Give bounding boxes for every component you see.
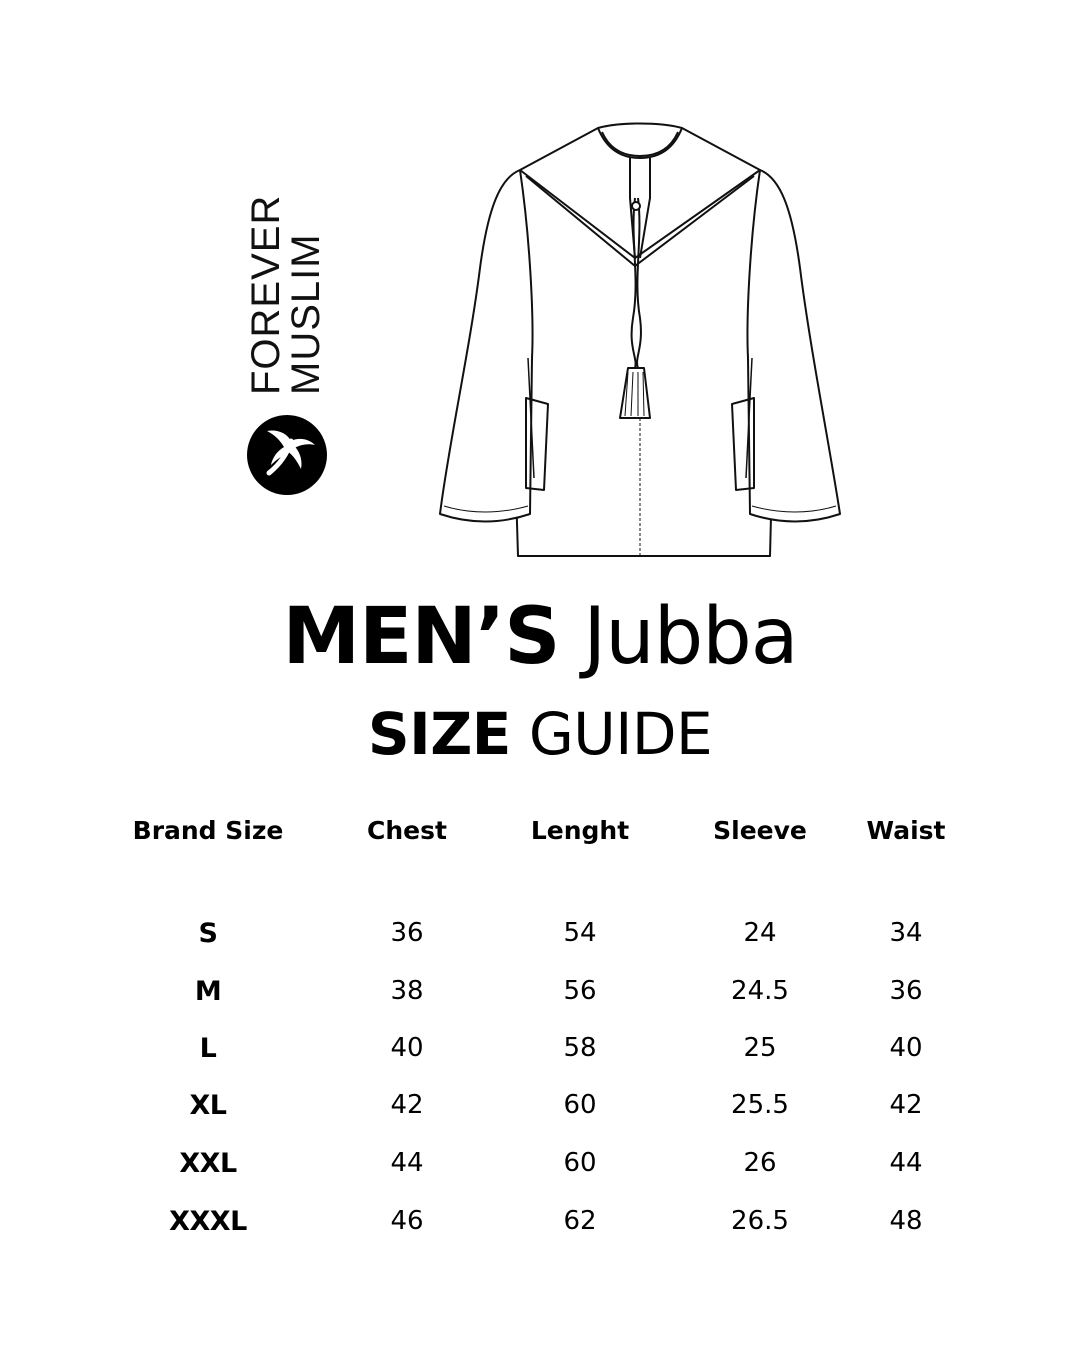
row-size: S [198,918,218,949]
row-sleeve: 26.5 [731,1206,789,1236]
row-chest: 42 [390,1090,424,1120]
row-chest: 36 [390,918,424,948]
row-sleeve: 25 [743,1033,777,1063]
row-waist: 34 [889,918,923,948]
header-waist: Waist [866,816,946,845]
brand-line-2: MUSLIM [284,233,328,395]
row-waist: 48 [889,1206,923,1236]
row-sleeve: 24.5 [731,976,789,1006]
row-waist: 44 [889,1148,923,1178]
brand-logo [240,194,340,495]
row-chest: 38 [390,976,424,1006]
row-sleeve: 25.5 [731,1090,789,1120]
row-length: 58 [563,1033,597,1063]
header-sleeve: Sleeve [713,816,807,845]
page-title [0,592,1080,682]
brand-wordmark [246,195,326,395]
title-light: Jubba [583,592,798,682]
header-length: Lenght [530,816,630,845]
row-chest: 46 [390,1206,424,1236]
row-length: 62 [563,1206,597,1236]
row-length: 56 [563,976,597,1006]
palm-tree-icon [247,415,327,495]
jubba-illustration [430,118,850,558]
row-length: 60 [563,1090,597,1120]
row-size: M [194,976,222,1007]
subtitle-bold: SIZE [367,700,511,768]
page-subtitle [0,700,1080,768]
row-chest: 40 [390,1033,424,1063]
row-size: XXXL [169,1206,247,1237]
row-chest: 44 [390,1148,424,1178]
header-chest: Chest [367,816,447,845]
row-sleeve: 26 [743,1148,777,1178]
row-length: 54 [563,918,597,948]
subtitle-light: GUIDE [528,700,713,768]
brand-line-1: FOREVER [244,194,288,395]
row-size: XXL [179,1148,237,1179]
row-sleeve: 24 [743,918,777,948]
row-size: L [199,1033,217,1064]
header-brand-size: Brand Size [132,816,284,845]
row-waist: 42 [889,1090,923,1120]
row-length: 60 [563,1148,597,1178]
title-bold: MEN’S [282,592,560,682]
row-waist: 36 [889,976,923,1006]
row-waist: 40 [889,1033,923,1063]
row-size: XL [189,1090,227,1121]
